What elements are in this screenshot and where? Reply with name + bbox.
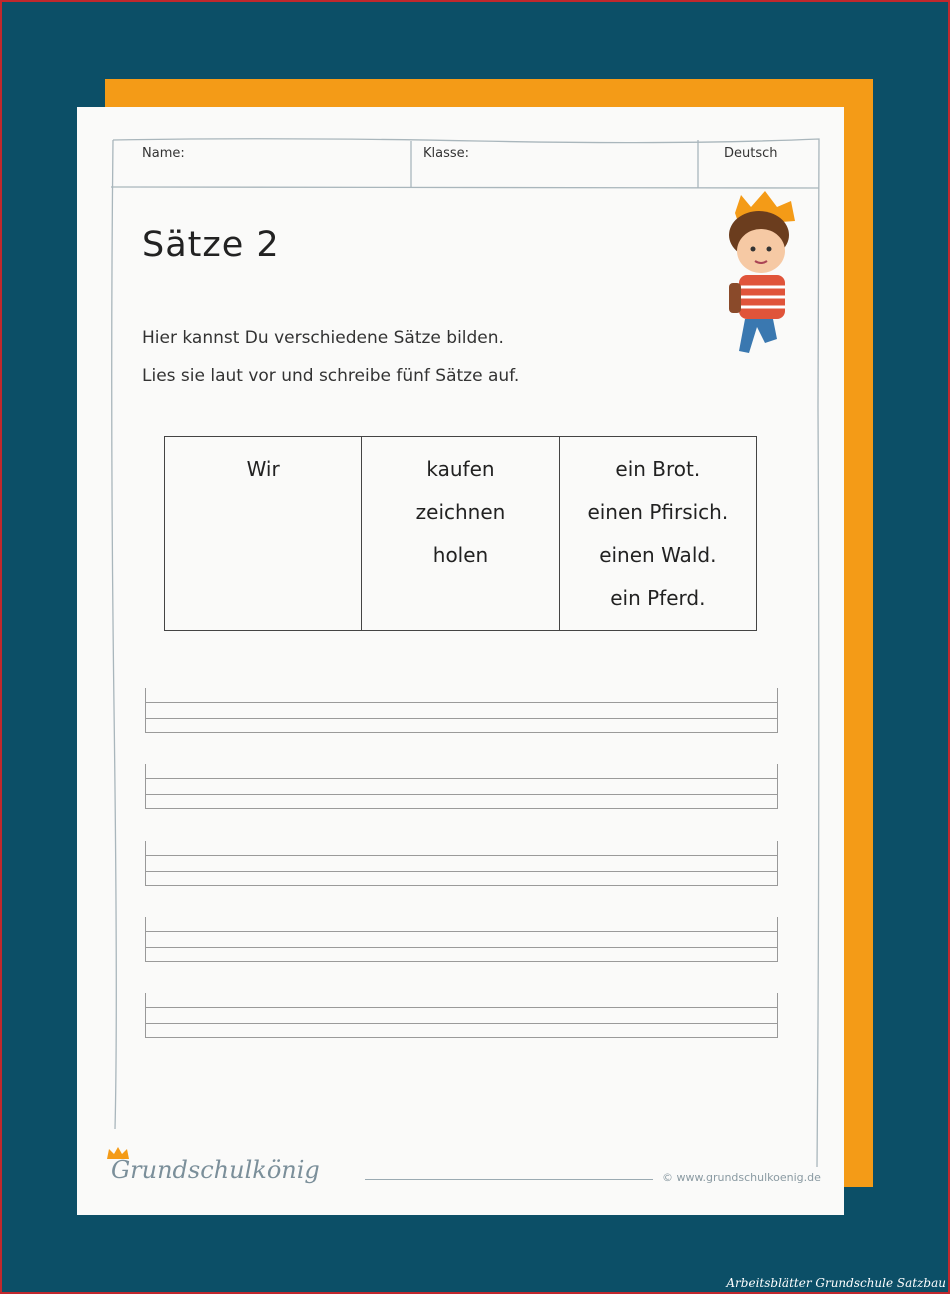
- name-label: Name:: [142, 146, 185, 161]
- subject-label: Deutsch: [724, 146, 778, 161]
- image-caption: Arbeitsblätter Grundschule Satzbau: [726, 1276, 946, 1290]
- word-cell: ein Pferd.: [610, 586, 706, 610]
- word-column-object: [560, 437, 756, 630]
- worksheet: [77, 107, 844, 1215]
- word-cell: einen Pfirsich.: [587, 500, 729, 524]
- word-cell: holen: [432, 543, 489, 567]
- word-column-subject: [165, 437, 362, 630]
- footer-divider: [365, 1179, 653, 1180]
- word-cell: kaufen: [426, 457, 495, 481]
- word-cell: Wir: [246, 457, 280, 481]
- copyright-text: © www.grundschulkoenig.de: [662, 1171, 821, 1184]
- word-cell: einen Wald.: [599, 543, 717, 567]
- page-title: Sätze 2: [142, 225, 280, 265]
- word-cell: ein Brot.: [615, 457, 701, 481]
- word-column-verb: [362, 437, 559, 630]
- instruction-line-2: Lies sie laut vor und schreibe fünf Sätze auf.: [142, 366, 520, 386]
- writing-line[interactable]: [145, 688, 778, 733]
- word-table: [164, 436, 757, 631]
- boy-illustration: [717, 191, 815, 357]
- writing-line[interactable]: [145, 764, 778, 809]
- word-cell: zeichnen: [415, 500, 506, 524]
- instruction-line-1: Hier kannst Du verschiedene Sätze bilden.: [142, 328, 504, 348]
- writing-line[interactable]: [145, 841, 778, 886]
- brand-logo: Grundschulkönig: [111, 1156, 320, 1184]
- writing-line[interactable]: [145, 993, 778, 1038]
- class-label: Klasse:: [423, 146, 470, 161]
- writing-line[interactable]: [145, 917, 778, 962]
